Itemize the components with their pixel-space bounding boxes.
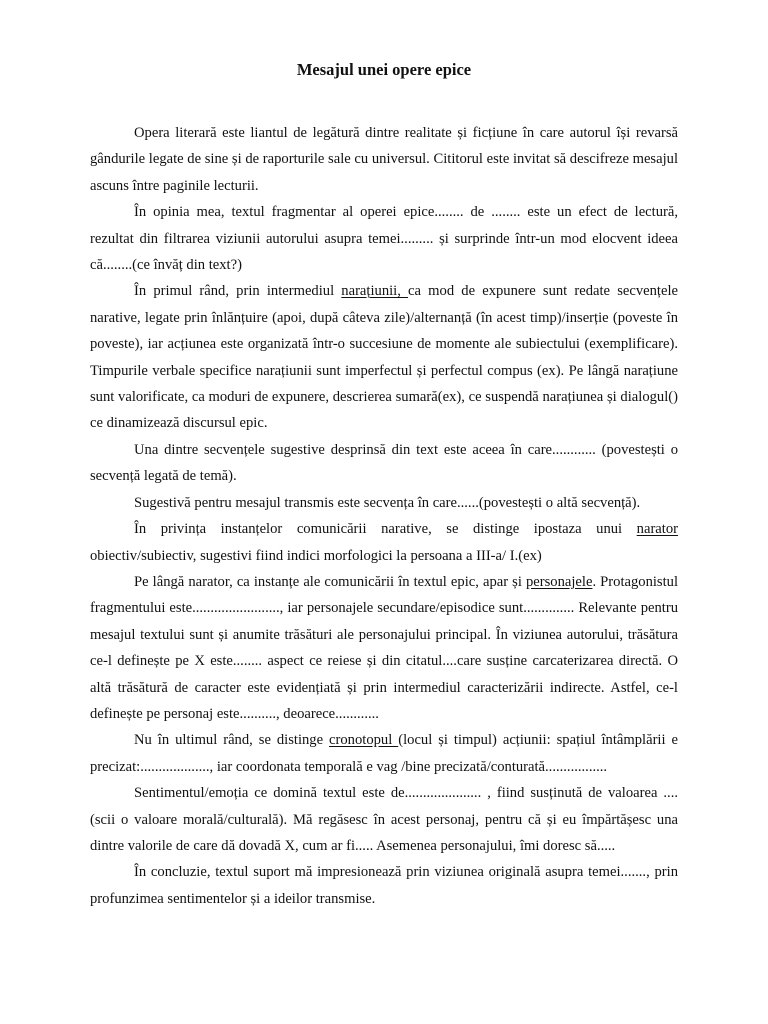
paragraph-narrator-text-a: În privința instanțelor comunicării narative, se distinge ipostaza unui <box>134 521 637 538</box>
underlined-term-personajele: personajele <box>525 573 593 590</box>
paragraph-narration-text-b: ca mod de expunere sunt redate secvențele narative, legate prin înlănțuire (apoi, după câteva zile)/alternanță (în acest timp)/inserție (poveste în poveste), iar acțiunea este organizată într-o succesiune de momente ale subiectului (exemplificare). Timpurile verbale specifice narațiunii sunt imperfectul și perfectul compus (ex). Pe lângă narațiune sunt valorificate, ca moduri de expunere, descrierea sumară(ex), ce suspendă narațiunea și dialogul() ce dinamizează discursul epic. <box>90 283 678 432</box>
paragraph-narrator <box>90 516 678 569</box>
paragraph-opinion: În opinia mea, textul fragmentar al operei epice........ de ........ este un efect de lectură, rezultat din filtrarea viziunii autorului asupra temei......... și surprinde într-un mod elocvent ideea că........(ce învăț din text?) <box>90 204 678 274</box>
paragraph-chronotope-text-b: (locul și timpul) acțiunii: spațiul întâmplării e precizat:..................., iar coordonata temporală e vag /bine precizată/conturată................. <box>90 732 678 775</box>
underlined-term-narator: narator <box>636 521 678 538</box>
paragraph-conclusion: În concluzie, textul suport mă impresionează prin viziunea originală asupra temei......., prin profunzimea sentimentelor și a ideilor transmise. <box>90 864 678 907</box>
paragraph-chronotope-text-a: Nu în ultimul rând, se distinge <box>134 732 330 749</box>
paragraph-narrator-text-b: obiectiv/subiectiv, sugestivi fiind indici morfologici la persoana a III-a/ I.(ex) <box>90 547 542 564</box>
paragraph-narration <box>90 278 678 436</box>
paragraph-characters-text-a: Pe lângă narator, ca instanțe ale comunicării în textul epic, apar și <box>134 573 526 590</box>
underlined-term-naratiunii: narațiunii, <box>341 283 409 300</box>
paragraph-intro: Opera literară este liantul de legătură dintre realitate și ficțiune în care autorul își revarsă gândurile legate de sine și de raporturile sale cu universul. Cititorul este invitat să descifreze mesajul ascuns între paginile lecturii. <box>90 125 678 194</box>
paragraph-characters-text-b: . Protagonistul fragmentului este........................, iar personajele secundare/episodice sunt.............. Relevante pentru mesajul textului sunt și anumite trăsături ale personajului principal. În viziunea autorului, trăsătura ce-l definește pe X este........ aspect ce reiese și din citatul....care susține carcaterizarea directă. O altă trăsătură de caracter este evidențiată și prin intermediul caracterizării indirecte. Astfel, ce-l definește pe personaj este.........., deoarece............ <box>90 573 679 722</box>
paragraph-sequence-two: Sugestivă pentru mesajul transmis este secvența în care......(povestești o altă secvență). <box>134 494 641 511</box>
paragraph-characters <box>90 569 678 727</box>
page-title: Mesajul unei opere epice <box>296 60 472 79</box>
underlined-term-cronotopul: cronotopul <box>329 732 399 749</box>
paragraph-emotion: Sentimentul/emoția ce domină textul este de..................... , fiind susținută de valoarea .... (scii o valoare morală/culturală). Mă regăsesc în acest personaj, pentru că și eu împărtășesc una dintre valorile de care dă dovadă X, cum ar fi..... Asemenea personajului, îmi doresc să..... <box>90 785 678 854</box>
paragraph-sequence-one: Una dintre secvențele sugestive desprinsă din text este aceea în care............ (povestești o secvență legată de temă). <box>90 441 678 485</box>
paragraph-narration-text-a: În primul rând, prin intermediul <box>134 283 342 300</box>
paragraph-chronotope <box>90 727 678 780</box>
